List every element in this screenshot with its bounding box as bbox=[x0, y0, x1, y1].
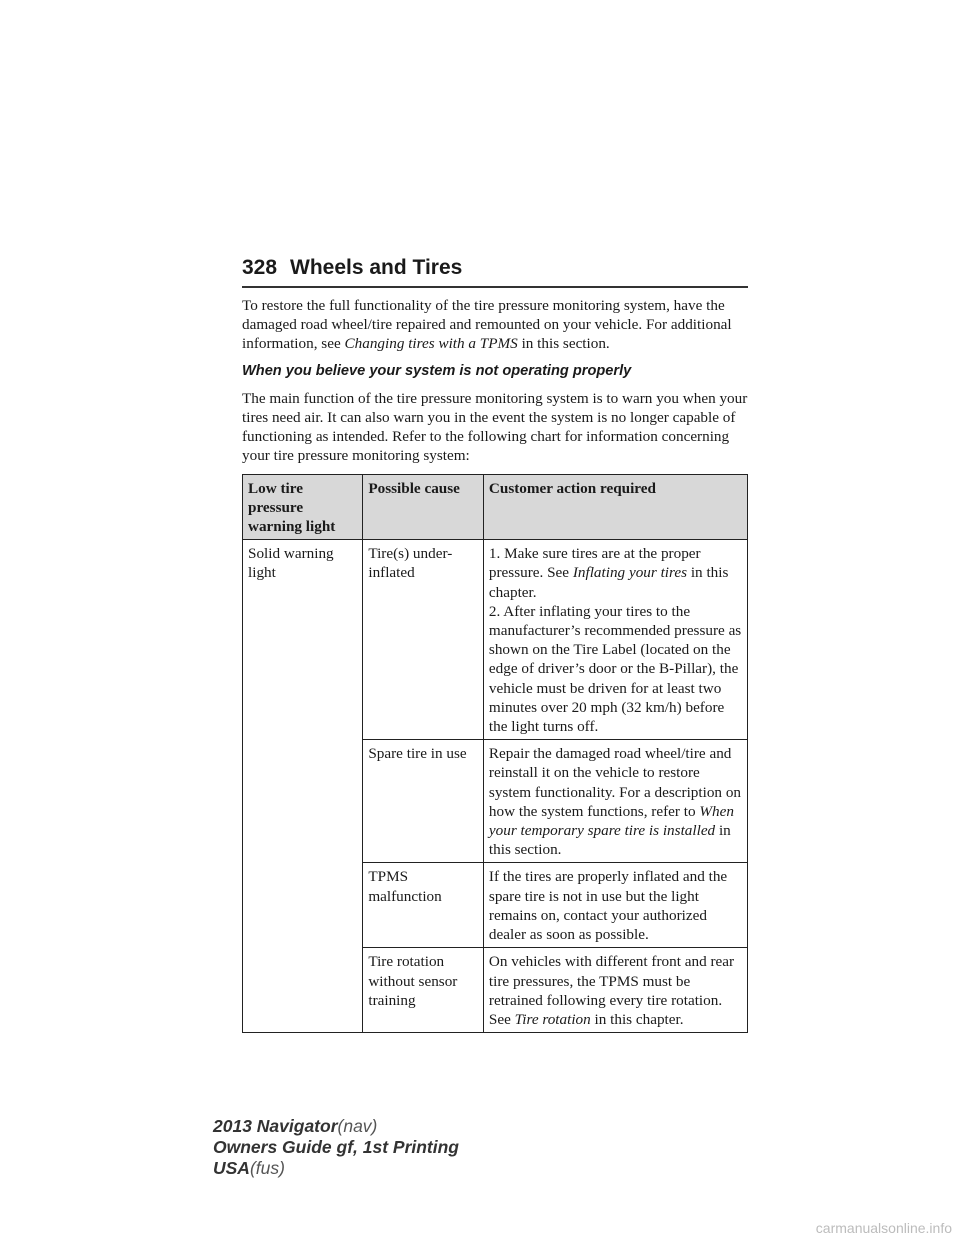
footer-market: USA bbox=[213, 1158, 250, 1178]
footer-printing: Owners Guide gf, 1st Printing bbox=[213, 1137, 459, 1157]
action-reference: Tire rotation bbox=[514, 1010, 591, 1028]
print-footer bbox=[213, 1116, 459, 1179]
action-text: If the tires are properly inflated and the spare tire is not in use but the light remains on, contact your authorized dealer as soon as possible. bbox=[488, 868, 728, 944]
table-header-row bbox=[243, 474, 748, 540]
header-warning-light: Low tire pressure warning light bbox=[243, 474, 363, 540]
cause-cell: Spare tire in use bbox=[363, 740, 484, 863]
action-text: 1. Make sure tires are at the proper pressure. See bbox=[488, 545, 701, 582]
footer-model-code: (nav) bbox=[337, 1116, 378, 1136]
page-number: 328 bbox=[242, 256, 278, 279]
page-body bbox=[242, 296, 752, 1033]
action-reference: Inflating your tires bbox=[572, 564, 688, 582]
table-row bbox=[243, 540, 748, 740]
action-text: 2. After inflating your tires to the manufacturer’s recommended pressure as shown on the Tire Label (located on the edge of driver’s door or the B-Pillar), the vehicle must be driven for at least two minutes over 20 mph (32 km/h) before the light turns off. bbox=[488, 602, 742, 736]
action-text: Repair the damaged road wheel/tire and reinstall it on the vehicle to restore system functionality. For a description on how the system functions, refer to bbox=[488, 745, 742, 820]
action-text: in this section. bbox=[488, 822, 731, 859]
action-text: On vehicles with different front and rear tire pressures, the TPMS must be retrained following every tire rotation. See bbox=[488, 953, 735, 1028]
action-cell bbox=[483, 863, 747, 948]
intro-reference: Changing tires with a TPMS bbox=[344, 335, 518, 353]
footer-line-2 bbox=[213, 1137, 459, 1158]
footer-line-3 bbox=[213, 1158, 459, 1179]
intro-text-start: To restore the full functionality of the tire pressure monitoring system, have the damaged road wheel/tire repaired and remounted on your vehicle. For additional information, see bbox=[242, 297, 732, 353]
action-reference: When your temporary spare tire is installed bbox=[488, 802, 734, 840]
footer-model: 2013 Navigator bbox=[213, 1116, 338, 1136]
intro-paragraph bbox=[242, 296, 752, 354]
footer-line-1 bbox=[213, 1116, 459, 1137]
action-text: in this chapter. bbox=[488, 564, 729, 601]
section-subheading: When you believe your system is not operating properly bbox=[242, 362, 632, 379]
header-possible-cause: Possible cause bbox=[363, 474, 484, 540]
intro-text-end: in this section. bbox=[517, 335, 610, 353]
action-cell bbox=[483, 948, 747, 1033]
chapter-title: Wheels and Tires bbox=[290, 256, 463, 279]
cause-cell: TPMS malfunction bbox=[363, 863, 484, 948]
indicator-cell: Solid warning light bbox=[243, 540, 363, 1033]
site-watermark: carmanualsonline.info bbox=[815, 1220, 952, 1236]
page-header bbox=[242, 256, 748, 292]
action-text: in this chapter. bbox=[590, 1010, 684, 1028]
footer-market-code: (fus) bbox=[249, 1158, 285, 1178]
cause-cell: Tire rotation without sensor training bbox=[363, 948, 484, 1033]
action-cell bbox=[483, 540, 747, 740]
main-function-paragraph: The main function of the tire pressure monitoring system is to warn you when your tires need air. It can also warn you in the event the system is no longer capable of functioning as intended. Refer to the following chart for information concerning your tire pressure monitoring system: bbox=[242, 389, 748, 465]
action-cell bbox=[483, 740, 747, 863]
header-rule bbox=[242, 286, 748, 288]
tpms-chart bbox=[242, 474, 748, 1033]
header-customer-action: Customer action required bbox=[483, 474, 747, 540]
cause-cell: Tire(s) under-inflated bbox=[363, 540, 484, 740]
